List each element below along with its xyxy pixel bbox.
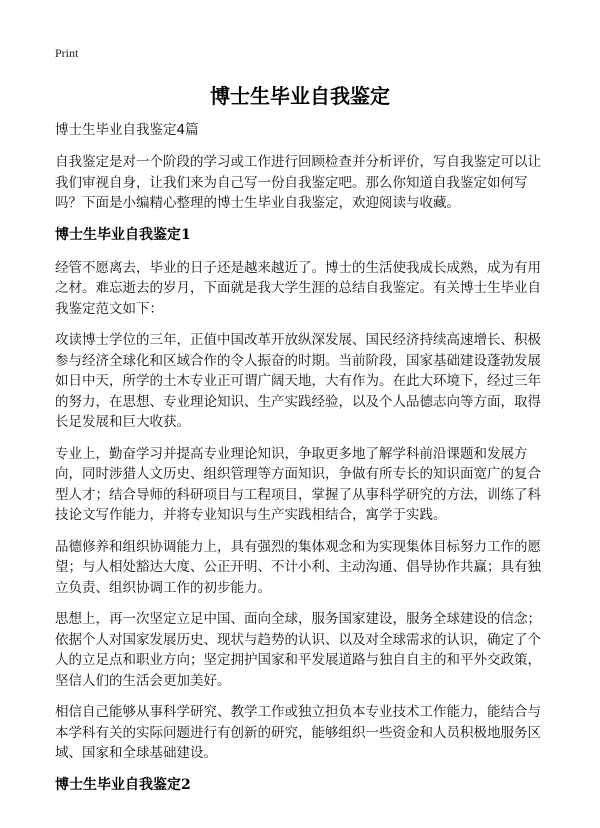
section-1-paragraph-5: 思想上，再一次坚定立足中国、面向全球，服务国家建设，服务全球建设的信念；依据个人对国家发展历史、现状与趋势的认识、以及对全球需求的认识，确定了个人的立足点和职业方向；坚定拥护国家和平发展道路与独自自主的和平外交政策，坚信人们的生活会更加美好。 xyxy=(55,611,541,689)
section-1-paragraph-4: 品德修养和组织协调能力上，具有强烈的集体观念和为实现集体目标努力工作的愿望；与人相处豁达大度、公正开明、不计小利、主动沟通、倡导协作共赢；具有独立负责、组织协调工作的初步能力。 xyxy=(55,538,541,596)
section-1-paragraph-6: 相信自己能够从事科学研究、教学工作或独立担负本专业技术工作能力，能结合与本学科有关的实际问题进行有创新的研究，能够组织一些资金和人员积极地服务区域、国家和全球基础建设。 xyxy=(55,704,541,761)
intro-paragraph: 自我鉴定是对一个阶段的学习或工作进行回顾检查并分析评价，写自我鉴定可以让我们审视自身，让我们来为自己写一份自我鉴定吧。那么你知道自我鉴定如何写吗？下面是小编精心整理的博士生毕业自我鉴定，欢迎阅读与收藏。 xyxy=(55,154,541,211)
document-content xyxy=(55,120,549,808)
section-heading-1: 博士生毕业自我鉴定1 xyxy=(55,226,191,243)
page-title: 博士生毕业自我鉴定 xyxy=(210,84,390,108)
print-link[interactable]: Print xyxy=(55,46,79,60)
section-1-paragraph-2: 攻读博士学位的三年，正值中国改革开放纵深发展、国民经济持续高速增长、积极参与经济全球化和区域合作的令人振奋的时期。当前阶段，国家基础建设蓬勃发展如日中天，所学的土木专业正可谓广阔天地，大有作为。在此大环境下，经过三年的努力，在思想、专业理论知识、生产实践经验，以及个人品德志向等方面，取得长足发展和巨大收获。 xyxy=(55,332,541,430)
section-heading-2: 博士生毕业自我鉴定2 xyxy=(55,776,191,793)
section-1-paragraph-1: 经管不愿离去，毕业的日子还是越来越近了。博士的生活使我成长成熟，成为有用之材。难忘逝去的岁月，下面就是我大学生涯的总结自我鉴定。有关博士生毕业自我鉴定范文如下： xyxy=(55,259,541,317)
document-subtitle: 博士生毕业自我鉴定4篇 xyxy=(55,122,199,138)
section-1-paragraph-3: 专业上，勤奋学习并提高专业理论知识，争取更多地了解学科前沿课题和发展方向，同时涉猎人文历史、组织管理等方面知识，争做有所专长的知识面宽广的复合型人才；结合导师的科研项目与工程项目，掌握了从事科学研究的方法，训练了科技论文写作能力，并将专业知识与生产实践相结合，寓学于实践。 xyxy=(55,445,541,523)
